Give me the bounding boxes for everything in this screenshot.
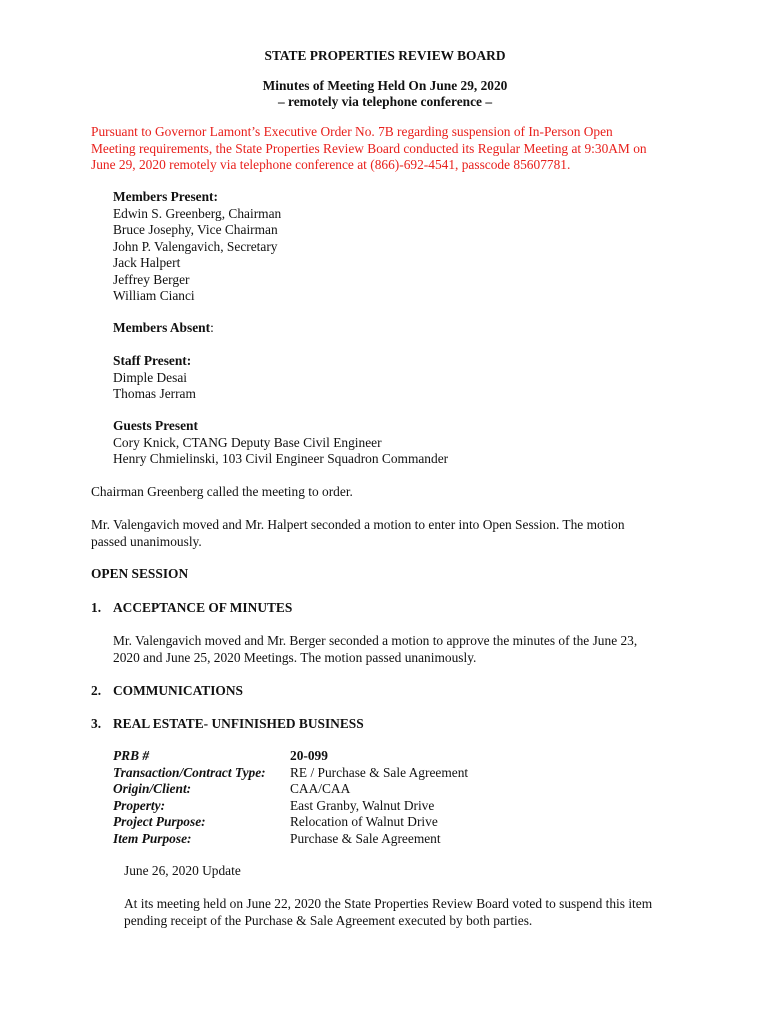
update-heading: June 26, 2020 Update xyxy=(124,863,241,878)
member-name: Jack Halpert xyxy=(113,255,181,270)
section-title: REAL ESTATE- UNFINISHED BUSINESS xyxy=(113,716,364,731)
item-value: Relocation of Walnut Drive xyxy=(290,814,438,829)
item-value: Purchase & Sale Agreement xyxy=(290,830,441,846)
guest-name: Henry Chmielinski, 103 Civil Engineer Squadron Commander xyxy=(113,451,449,466)
document-title: STATE PROPERTIES REVIEW BOARD xyxy=(264,48,506,63)
update-line: pending receipt of the Purchase & Sale Agreement executed by both parties. xyxy=(124,912,533,928)
motion-line: Mr. Valengavich moved and Mr. Halpert seconded a motion to enter into Open Session. The motion xyxy=(91,517,625,532)
motion-line: passed unanimously. xyxy=(91,533,202,549)
item-label: Transaction/Contract Type: xyxy=(113,764,266,780)
minutes-line: Mr. Valengavich moved and Mr. Berger seconded a motion to approve the minutes of the June 23, xyxy=(113,633,638,648)
staff-present-heading: Staff Present: xyxy=(113,353,192,368)
member-name: Jeffrey Berger xyxy=(113,271,190,287)
section-title: COMMUNICATIONS xyxy=(113,683,243,698)
section-heading xyxy=(91,600,292,617)
section-number: 1. xyxy=(91,600,102,615)
item-label: Project Purpose: xyxy=(113,814,206,829)
minutes-line: 2020 and June 25, 2020 Meetings. The motion passed unanimously. xyxy=(113,649,477,665)
item-label: Origin/Client: xyxy=(113,781,192,796)
members-present-block xyxy=(113,189,281,305)
section-title: ACCEPTANCE OF MINUTES xyxy=(113,600,293,615)
member-name: Bruce Josephy, Vice Chairman xyxy=(113,222,278,237)
section-heading xyxy=(91,716,364,733)
members-absent-block xyxy=(113,320,214,337)
meeting-date-heading: Minutes of Meeting Held On June 29, 2020 xyxy=(262,78,508,93)
staff-present-block xyxy=(113,353,196,403)
open-session-motion xyxy=(91,517,680,550)
section-number: 2. xyxy=(91,683,102,698)
item-label: PRB # xyxy=(113,748,150,763)
update-line: At its meeting held on June 22, 2020 the State Properties Review Board voted to suspend this item xyxy=(124,896,653,911)
guest-name: Cory Knick, CTANG Deputy Base Civil Engineer xyxy=(113,434,382,450)
guests-present-heading: Guests Present xyxy=(113,418,198,433)
item-label: Property: xyxy=(113,797,166,813)
members-present-heading: Members Present: xyxy=(113,189,218,204)
staff-name: Thomas Jerram xyxy=(113,386,196,401)
call-to-order-text: Chairman Greenberg called the meeting to order. xyxy=(91,484,353,499)
member-name: William Cianci xyxy=(113,288,195,303)
section-heading xyxy=(91,683,243,700)
member-name: John P. Valengavich, Secretary xyxy=(113,238,278,254)
meeting-mode-heading: – remotely via telephone conference – xyxy=(277,94,493,109)
member-name: Edwin S. Greenberg, Chairman xyxy=(113,205,282,221)
open-session-heading: OPEN SESSION xyxy=(91,566,189,581)
item-value: East Granby, Walnut Drive xyxy=(290,797,435,813)
members-absent-heading: Members Absent xyxy=(113,320,211,335)
section-number: 3. xyxy=(91,716,102,731)
intro-line: Pursuant to Governor Lamont’s Executive Order No. 7B regarding suspension of In-Person Open xyxy=(91,124,613,139)
intro-line: June 29, 2020 remotely via telephone conference at (866)-692-4541, passcode 85607781. xyxy=(91,157,571,172)
item-value: RE / Purchase & Sale Agreement xyxy=(290,764,469,780)
staff-name: Dimple Desai xyxy=(113,369,188,385)
update-paragraph xyxy=(124,896,680,929)
guests-present-block xyxy=(113,418,448,468)
item-label: Item Purpose: xyxy=(113,830,192,846)
intro-paragraph xyxy=(91,124,680,174)
minutes-paragraph xyxy=(113,633,680,666)
members-absent-colon: : xyxy=(210,320,214,335)
item-value: 20-099 xyxy=(290,748,328,763)
item-labels xyxy=(113,748,266,847)
item-values xyxy=(290,748,468,847)
item-value: CAA/CAA xyxy=(290,781,351,796)
intro-line: Meeting requirements, the State Properties Review Board conducted its Regular Meeting at 9:30AM on xyxy=(91,140,647,156)
